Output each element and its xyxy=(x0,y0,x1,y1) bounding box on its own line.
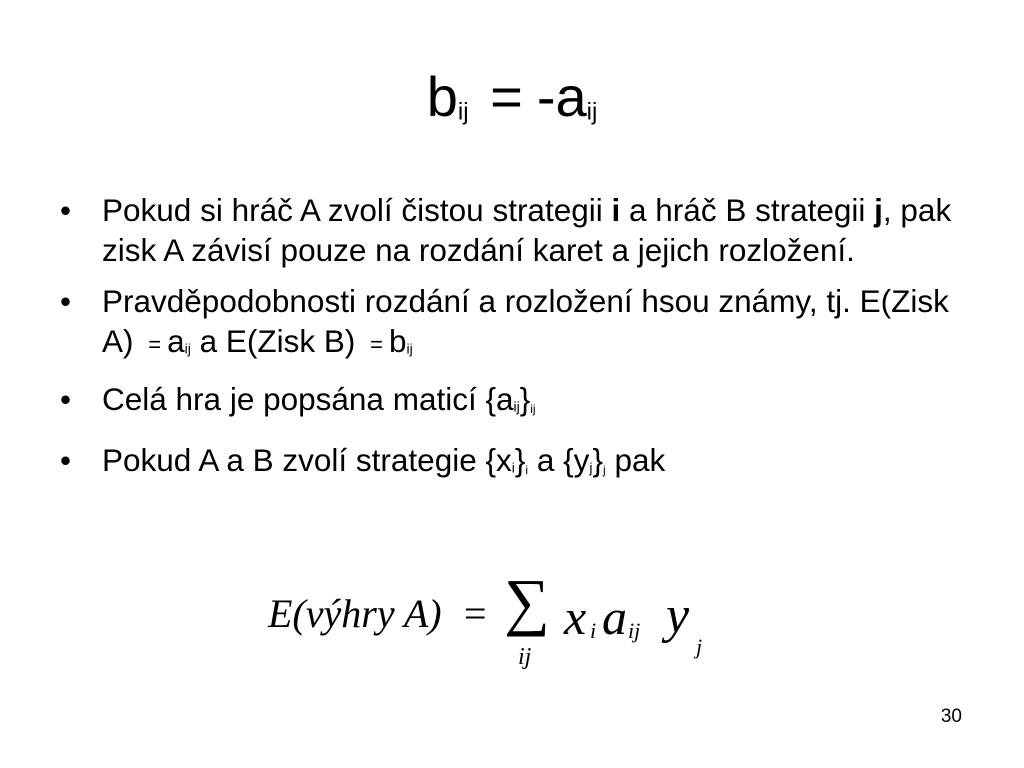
bullet-item-2 xyxy=(60,281,960,368)
bullet-4-x-subscript: i xyxy=(511,459,515,476)
formula-equals: = xyxy=(464,591,487,636)
formula-sum-symbol: ∑ xyxy=(504,566,550,637)
expected-payoff-formula xyxy=(268,566,728,678)
title-equals: = xyxy=(490,65,523,128)
bullet-item-3 xyxy=(60,379,960,429)
bullet-4-y-subscript: j xyxy=(589,459,593,476)
bullet-marker: • xyxy=(60,442,72,479)
formula-y: y xyxy=(666,587,690,644)
slide-title xyxy=(0,62,1024,148)
bullet-item-4 xyxy=(60,440,960,490)
bullet-1-text-post: , pak zisk A závisí pouze na rozdání karet a jejich rozložení. xyxy=(102,192,952,268)
bullet-4-x-brace-subscript: i xyxy=(525,463,529,478)
formula-y-subscript: j xyxy=(696,634,703,659)
bullet-1-bold-j: j xyxy=(874,192,883,228)
bullet-3-a-subscript: ij xyxy=(513,398,520,415)
formula-lhs: E(výhry A) xyxy=(268,591,442,636)
formula-a: a xyxy=(602,589,627,645)
bullet-2-equals-1: = xyxy=(148,332,162,357)
bullet-2-equals-2: = xyxy=(370,332,384,357)
title-a-subscript: ij xyxy=(586,98,598,126)
title-b: b xyxy=(426,65,458,128)
bullet-3-close-brace: } xyxy=(519,381,531,418)
formula-a-subscript: ij xyxy=(628,618,641,643)
title-a: -a xyxy=(536,65,587,128)
bullet-2-a-subscript: ij xyxy=(184,340,191,357)
bullet-2-b-subscript: ij xyxy=(406,340,413,357)
bullet-list xyxy=(60,190,960,501)
formula-x-subscript: i xyxy=(590,618,597,643)
bullet-item-1 xyxy=(60,190,960,270)
bullet-marker: • xyxy=(60,192,72,228)
bullet-1-text-mid: a hráč B strategii xyxy=(620,192,875,228)
bullet-4-text-post: pak xyxy=(605,442,666,479)
bullet-2-text-mid: a E(Zisk B) xyxy=(190,323,365,359)
title-b-subscript: ij xyxy=(457,98,469,126)
formula-x: x xyxy=(564,589,587,645)
bullet-4-y-brace-subscript: j xyxy=(603,463,606,478)
bullet-2-text-pre: Pravděpodobnosti rozdání a rozložení hsou známy, tj. E(Zisk A) xyxy=(102,283,949,359)
bullet-1-text-pre: Pokud si hráč A zvolí čistou strategii xyxy=(102,192,612,228)
bullet-4-text-pre: Pokud A a B zvolí strategie {x xyxy=(102,442,512,479)
bullet-3-text-pre: Celá hra je popsána maticí {a xyxy=(102,381,514,418)
bullet-marker: • xyxy=(60,381,72,418)
bullet-marker: • xyxy=(60,283,72,319)
formula-sum-index: ij xyxy=(518,644,532,670)
bullet-1-bold-i: i xyxy=(611,192,621,228)
bullet-4-x-close-brace: } xyxy=(514,442,526,479)
bullet-3-brace-subscript: ij xyxy=(530,402,536,417)
bullet-4-y-close-brace: } xyxy=(592,442,604,479)
bullet-4-text-mid: a {y xyxy=(528,442,590,479)
page-number: 30 xyxy=(940,706,962,727)
bullet-2-b: b xyxy=(389,323,407,359)
bullet-2-a: a xyxy=(167,323,185,359)
